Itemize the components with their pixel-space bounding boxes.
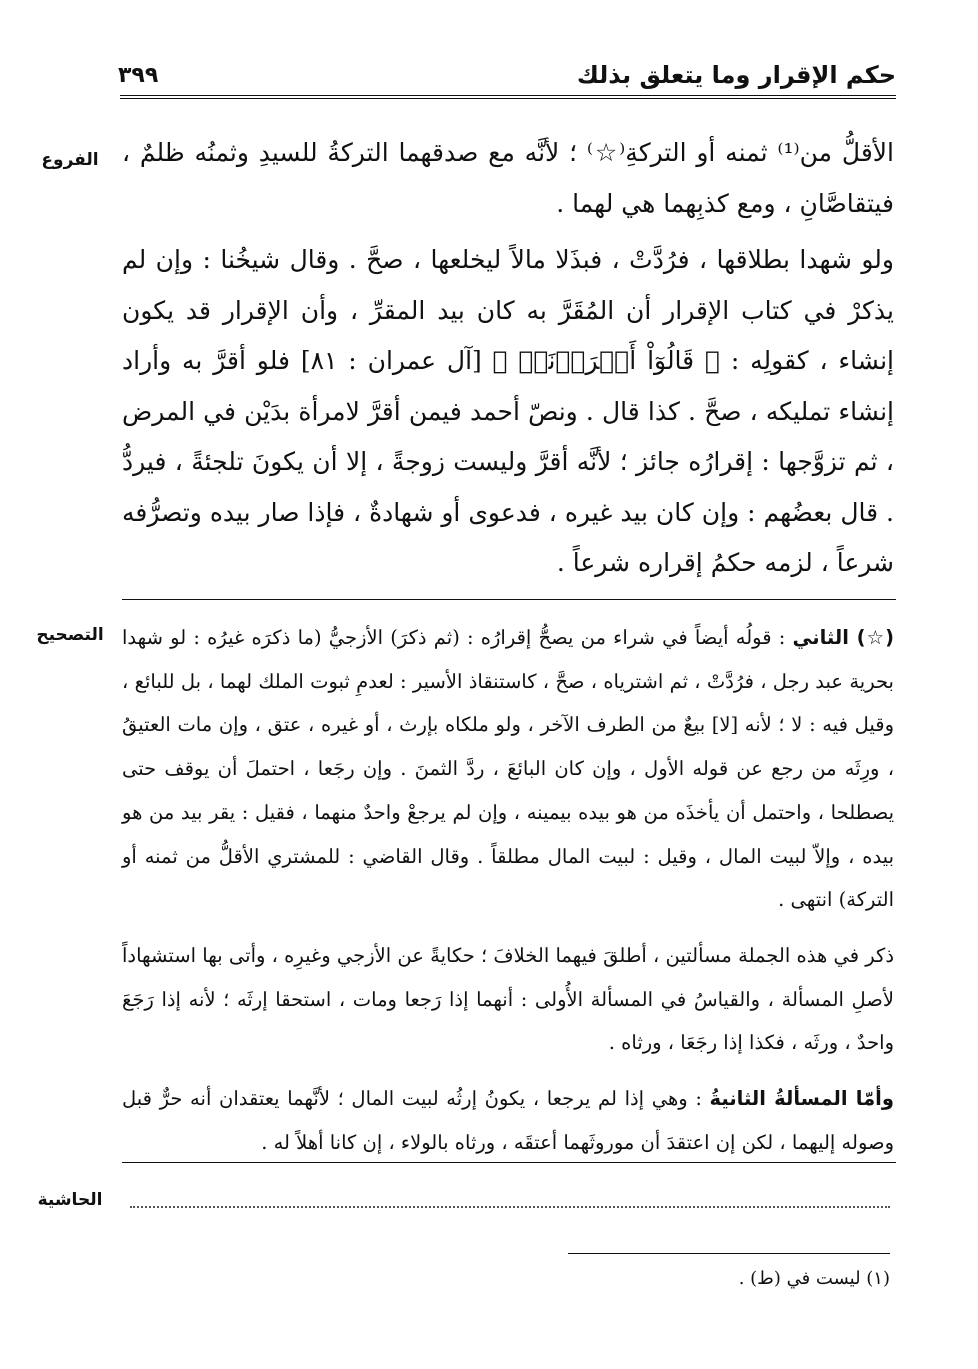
label-tashih: التصحيح [36, 625, 104, 645]
footnote-rule [568, 1253, 890, 1254]
main-paragraph-1: الأقلُّ من⁽¹⁾ ثمنه أو التركةِ⁽☆⁾ ؛ لأنَّه مع صدقهما التركةُ للسيدِ وثمنُه ظلمٌ ، فيتقاصَّانِ ، ومع كذبِهما هي لهما . [122, 138, 894, 218]
tashih-body-1: : قولُه أيضاً في شراء من يصحُّ إقرارُه : (ثم ذكرَ) الأزجيُّ (ما ذكرَه غيرُه : لو شهدا بحرية عبد رجل ، فرُدَّتْ ، ثم اشترياه ، صحَّ ، كاستنقاذ الأسير : لعدمِ ثبوت الملك لهما ، بل للبائع ، وقيل فيه : لا ؛ لأنه [لا] بيعٌ من الطرف الآخر ، ولو ملكاه بإرث ، أو غيره ، عتق ، وإن مات العتيقُ ، ورِثَه من رجع عن قوله الأول ، وإن كان البائعَ ، ردَّ الثمنَ . وإن رجَعا ، احتملَ أن يوقف حتى يصطلحا ، واحتمل أن يأخذَه من هو بيده بيمينه ، وإن لم يرجعْ واحدٌ منهما ، فقيل : يقر بيد من هو بيده ، وإلاّ لبيت المال ، وقيل : لبيت المال مطلقاً . وقال القاضي : للمشتري الأقلُّ من ثمنه أو التركة) انتهى . [122, 626, 894, 912]
hashiya-dotted-line [130, 1206, 890, 1208]
tashih-paragraph-1 [122, 616, 894, 922]
tashih-body-3: : وهي إذا لم يرجعا ، يكونُ إرثُه لبيت المال ؛ لأنَّهما يعتقدان أنه حرٌّ قبل وصوله إليهما ، لكن إن اعتقدَ أن موروثَهما أعتقَه ، ورثاه بالولاء ، إن كانا أهلاً له . [122, 1087, 894, 1154]
running-head [118, 58, 896, 92]
section-rule-1 [122, 599, 896, 600]
tashih-paragraph-2: ذكر في هذه الجملة مسألتين ، أطلقَ فيهما الخلافَ ؛ حكايةً عن الأزجي وغيرِه ، وأتى بها استشهاداً لأصلِ المسألة ، والقياسُ في المسألة الأُولى : أنهما إذا رَجعا ومات ، استحقا إرثَه ؛ لأنه إذا رَجَعَ واحدٌ ، ورثَه ، فكذا إذا رجَعَا ، ورثاه . [122, 943, 894, 1055]
label-hashiya: الحاشية [37, 1190, 103, 1210]
label-furu: الفروع [41, 150, 99, 170]
tashih-lead-3: وأمّا المسألةُ الثانيةُ [709, 1087, 894, 1111]
tashih-paragraph-3 [122, 1077, 894, 1164]
tashih-lead-1: (☆) الثاني [792, 626, 895, 649]
footnote: (١) ليست في (ط) . [738, 1268, 890, 1289]
header-rule [120, 95, 896, 99]
main-text [122, 128, 894, 589]
tashih-text [122, 616, 894, 1164]
section-rule-2 [122, 1162, 896, 1163]
page-number: ٣٩٩ [118, 62, 159, 88]
running-title: حكم الإقرار وما يتعلق بذلك [576, 61, 896, 89]
main-paragraph-2: ولو شهدا بطلاقها ، فرُدَّتْ ، فبذَلا مالاً ليخلعها ، صحَّ . وقال شيخُنا : وإن لم يذكرْ في كتاب الإقرار أن المُقَرَّ به كان بيد المقرِّ ، وأن الإقرار قد يكون إنشاء ، كقولِه : ﴿ قَالُوٓاْ أَقۡرَرۡنَاۚ ﴾ [آل عمران : ٨١] فلو أقرَّ به وأراد إنشاء تمليكه ، صحَّ . كذا قال . ونصّ أحمد فيمن أقرَّ لامرأة بدَيْن في المرض ، ثم تزوَّجها : إقرارُه جائز ؛ لأنَّه أقرَّ وليست زوجةً ، إلا أن يكونَ تلجئةً ، فيردُّ . قال بعضُهم : وإن كان بيد غيره ، فدعوى أو شهادةٌ ، فإذا صار بيده وتصرُّفه شرعاً ، لزمه حكمُ إقراره شرعاً . [122, 245, 894, 577]
